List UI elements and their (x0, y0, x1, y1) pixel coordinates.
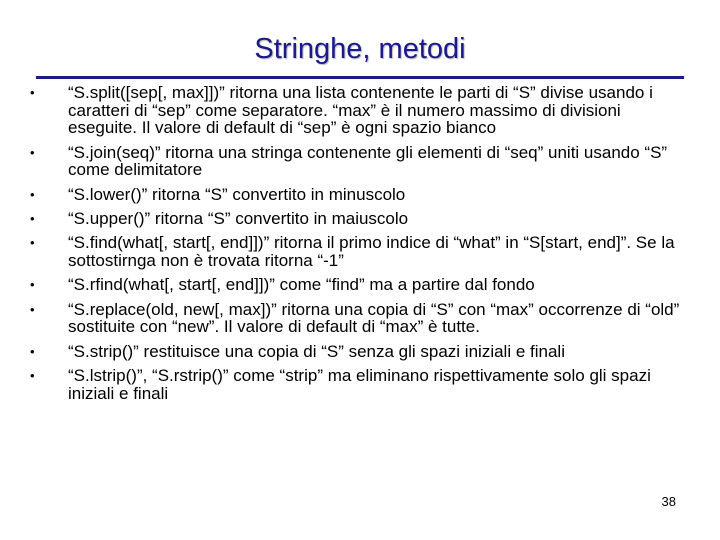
slide-title: Stringhe, metodi (254, 33, 466, 65)
bullet-icon: • (30, 186, 35, 202)
bullet-item-find (30, 234, 686, 269)
page-number: 38 (661, 494, 676, 509)
bullet-icon: • (30, 301, 35, 317)
title-underline-divider (36, 76, 684, 79)
bullet-text: “S.upper()” ritorna “S” convertito in maiuscolo (68, 208, 409, 228)
bullet-item-join (30, 144, 686, 179)
bullet-text: “S.find(what[, start[, end]])” ritorna il primo indice di “what” in “S[start, end]”. Se la sottostirnga non è trovata ritorna “-1” (68, 233, 675, 270)
bullet-text: “S.join(seq)” ritorna una stringa contenente gli elementi di “seq” uniti usando “S” come delimitatore (68, 142, 668, 180)
bullet-icon: • (30, 210, 35, 226)
bullet-text: “S.split([sep[, max]])” ritorna una lista contenente le parti di “S” divise usando i caratteri di “sep” come separatore. “max” è il numero massimo di divisioni eseguite. Il valore di default di “sep” è ogni spazio bianco (68, 83, 653, 138)
bullet-icon: • (30, 85, 35, 100)
bullet-item-lower (30, 186, 686, 204)
bullet-icon: • (30, 144, 35, 160)
bullet-text: “S.lower()” ritorna “S” convertito in minuscolo (68, 184, 406, 204)
bullet-icon: • (30, 235, 35, 251)
bullet-item-split (30, 84, 686, 137)
bullet-icon: • (30, 343, 35, 359)
bullet-text: “S.strip()” restituisce una copia di “S” senza gli spazi iniziali e finali (68, 341, 565, 361)
bullet-text: “S.rfind(what[, start[, end]])” come “find” ma a partire dal fondo (68, 275, 535, 295)
bullet-item-strip (30, 343, 686, 361)
bullet-item-upper (30, 210, 686, 228)
bullet-list (30, 84, 686, 409)
bullet-icon: • (30, 277, 35, 293)
bullet-text: “S.lstrip()”, “S.rstrip()” come “strip” ma eliminano rispettivamente solo gli spazi iniziali e finali (68, 366, 651, 403)
bullet-item-rfind (30, 276, 686, 294)
bullet-item-lstrip-rstrip (30, 367, 686, 402)
bullet-text: “S.replace(old, new[, max])” ritorna una copia di “S” con “max” occorrenze di “old” sostituite con “new”. Il valore di default di “max” è tutte. (68, 299, 680, 337)
bullet-icon: • (30, 368, 35, 384)
bullet-item-replace (30, 301, 686, 336)
